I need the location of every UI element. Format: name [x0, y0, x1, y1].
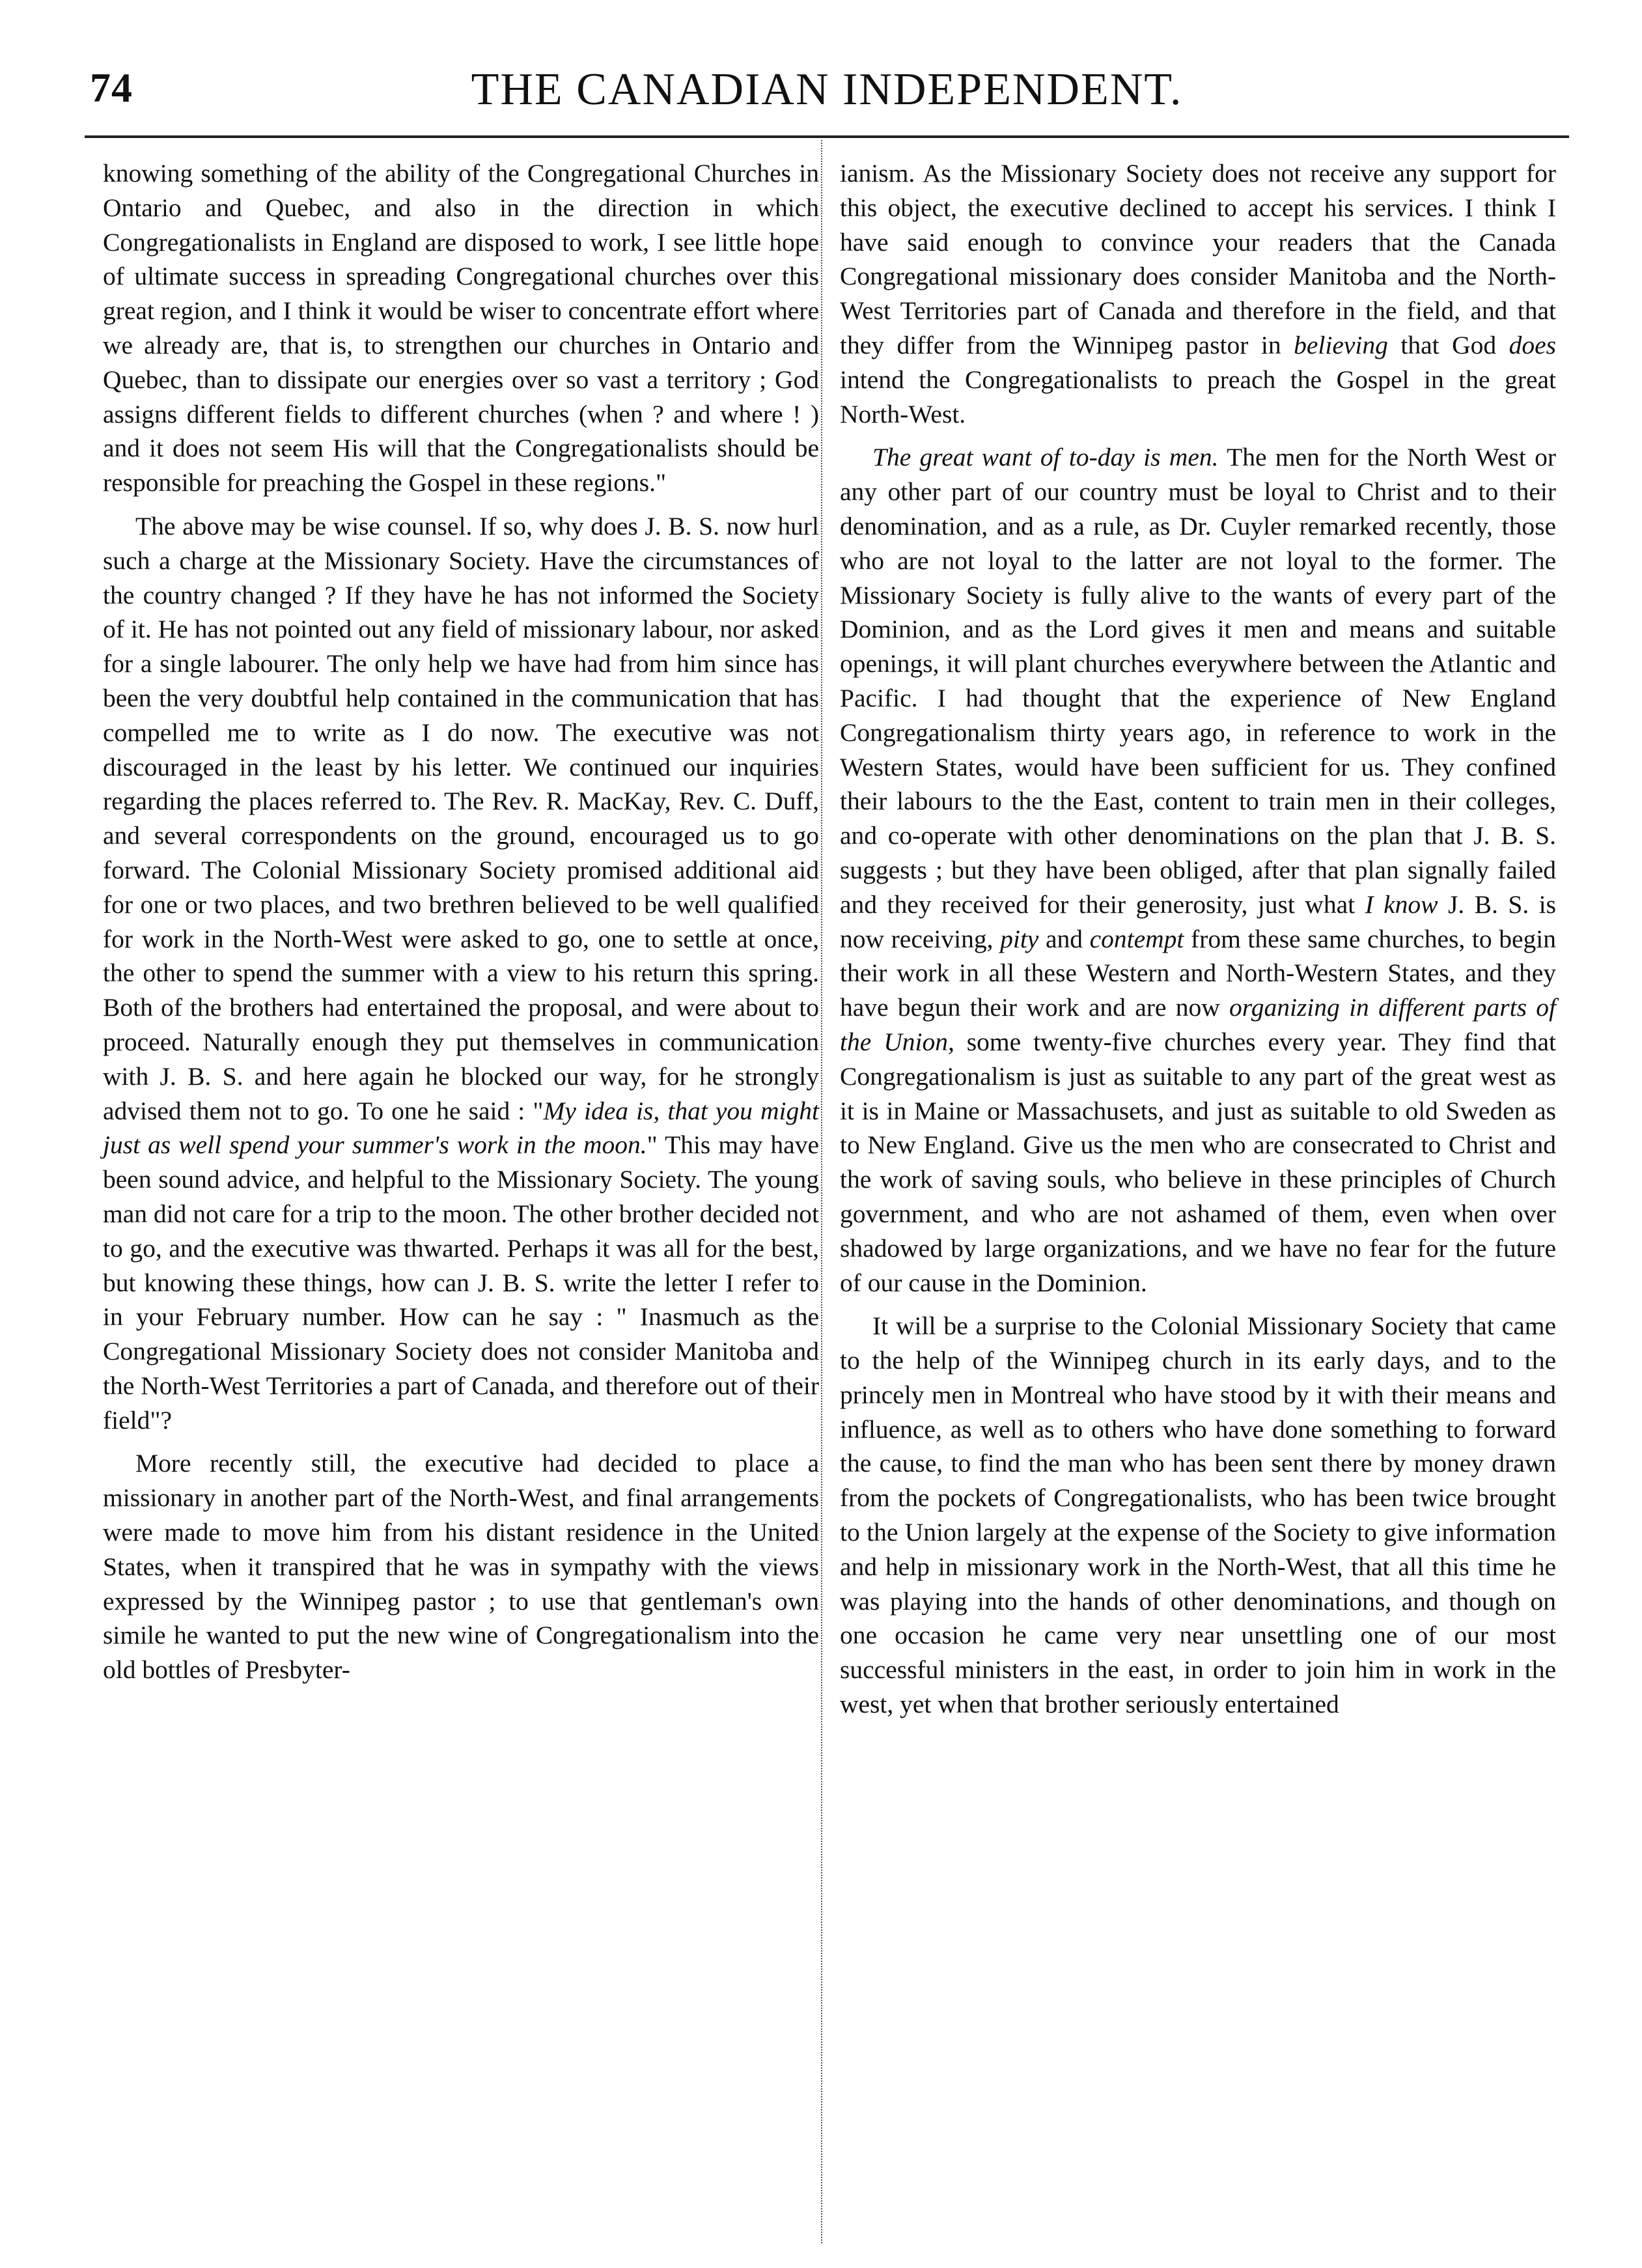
masthead-title: THE CANADIAN INDEPENDENT. [471, 64, 1183, 115]
header-rule [85, 135, 1569, 138]
paragraph: The great want of to-day is men. The men for the North West or any other part of our country must be loyal to Christ and to their denomination, and as a rule, as Dr. Cuyler remarked recently, those who are not loyal to the latter are not loyal to the former. The Missionary Society is fully alive to the wants of every part of the Dominion, and as the Lord gives it men and means and suitable openings, it will plant churches everywhere between the Atlantic and Pacific. I had thought that the experience of New England Congregationalism thirty years ago, in reference to work in the Western States, would have been sufficient for us. They confined their labours to the the East, content to train men in their colleges, and co-operate with other denominations on the plan that J. B. S. suggests ; but they have been obliged, after that plan signally failed and they received for their generosity, just what I know J. B. S. is now receiving, pity and contempt from these same churches, to begin their work in all these Western and North-Western States, and they have begun their work and are now organizing in different parts of the Union, some twenty-five churches every year. They find that Congregationalism is just as suitable to any part of the great west as it is in Maine or Massachusets, and just as suitable to old Sweden as to New England. Give us the men who are consecrated to Christ and the work of saving souls, who believe in these principles of Church government, and who are not ashamed of them, even when over shadowed by large organizations, and we have no fear for the future of our cause in the Dominion. [840, 443, 1557, 1297]
paragraph: More recently still, the executive had decided to place a missionary in another part of the North-West, and final arrangements were made to move him from his distant residence in the United States, when it transpired that he was in sympathy with the views expressed by the Winnipeg pastor ; to use that gentleman's own simile he wanted to put the new wine of Congregationalism into the old bottles of Presbyter- [103, 1449, 819, 1685]
page-header [85, 46, 1569, 117]
column-divider [821, 140, 822, 2243]
page-number: 74 [90, 64, 133, 111]
paragraph: The above may be wise counsel. If so, why does J. B. S. now hurl such a charge at the Missionary Society. Have the circumstances of the country changed ? If they have he has not informed the Society of it. He has not pointed out any field of missionary labour, nor asked for a single labourer. The only help we have had from him since has been the very doubtful help contained in the communication that has compelled me to write as I do now. The executive was not discouraged in the least by his letter. We continued our inquiries regarding the places referred to. The Rev. R. MacKay, Rev. C. Duff, and several correspondents on the ground, encouraged us to go forward. The Colonial Missionary Society promised additional aid for one or two places, and two brethren believed to be well qualified for work in the North-West were asked to go, one to settle at once, the other to spend the summer with a view to his return this spring. Both of the brothers had entertained the proposal, and were about to proceed. Naturally enough they put themselves in communication with J. B. S. and here again he blocked our way, for he strongly advised them not to go. To one he said : "My idea is, that you might just as well spend your summer's work in the moon." This may have been sound advice, and helpful to the Missionary Society. The young man did not care for a trip to the moon. The other brother decided not to go, and the executive was thwarted. Perhaps it was all for the best, but knowing these things, how can J. B. S. write the letter I refer to in your February number. How can he say : " Inasmuch as the Congregational Missionary Society does not consider Manitoba and the North-West Territories a part of Canada, and therefore out of their field"? [103, 511, 819, 1435]
paragraph: ianism. As the Missionary Society does not receive any support for this object, the executive declined to accept his services. I think I have said enough to convince your readers that the Canada Congregational missionary does consider Manitoba and the North-West Territories part of Canada and therefore in the field, and that they differ from the Winnipeg pastor in believing that God does intend the Congregationalists to preach the Gospel in the great North-West. [840, 159, 1556, 428]
paragraph: It will be a surprise to the Colonial Missionary Society that came to the help of the Winnipeg church in its early days, and to the princely men in Montreal who have stood by it with their means and influence, as well as to others who have done something to forward the cause, to find the man who has been sent there by money drawn from the pockets of Congregationalists, who has been twice brought to the Union largely at the expense of the Society to give information and help in missionary work in the North-West, that all this time he was playing into the hands of other denominations, and though on one occasion he came very near unsettling one of our most successful ministers in the east, in order to join him in work in the west, yet when that brother seriously entertained [840, 1311, 1556, 1719]
right-column [840, 156, 1556, 1722]
left-column [103, 156, 819, 1687]
paragraph-lead: The great want of to-day is men. [872, 443, 1219, 472]
quote-moon: My idea is, that you might just as well spend your summer's work in the moon. [103, 1096, 819, 1160]
paragraph: knowing something of the ability of the Congregational Churches in Ontario and Quebec, and also in the direction in which Congregationalists in England are disposed to work, I see little hope of ultimate success in spreading Congregational churches over this great region, and I think it would be wiser to concentrate effort where we already are, that is, to strengthen our churches in Ontario and Quebec, than to dissipate our energies over so vast a territory ; God assigns different fields to different churches (when ? and where ! ) and it does not seem His will that the Congregationalists should be responsible for preaching the Gospel in these regions." [103, 159, 819, 497]
